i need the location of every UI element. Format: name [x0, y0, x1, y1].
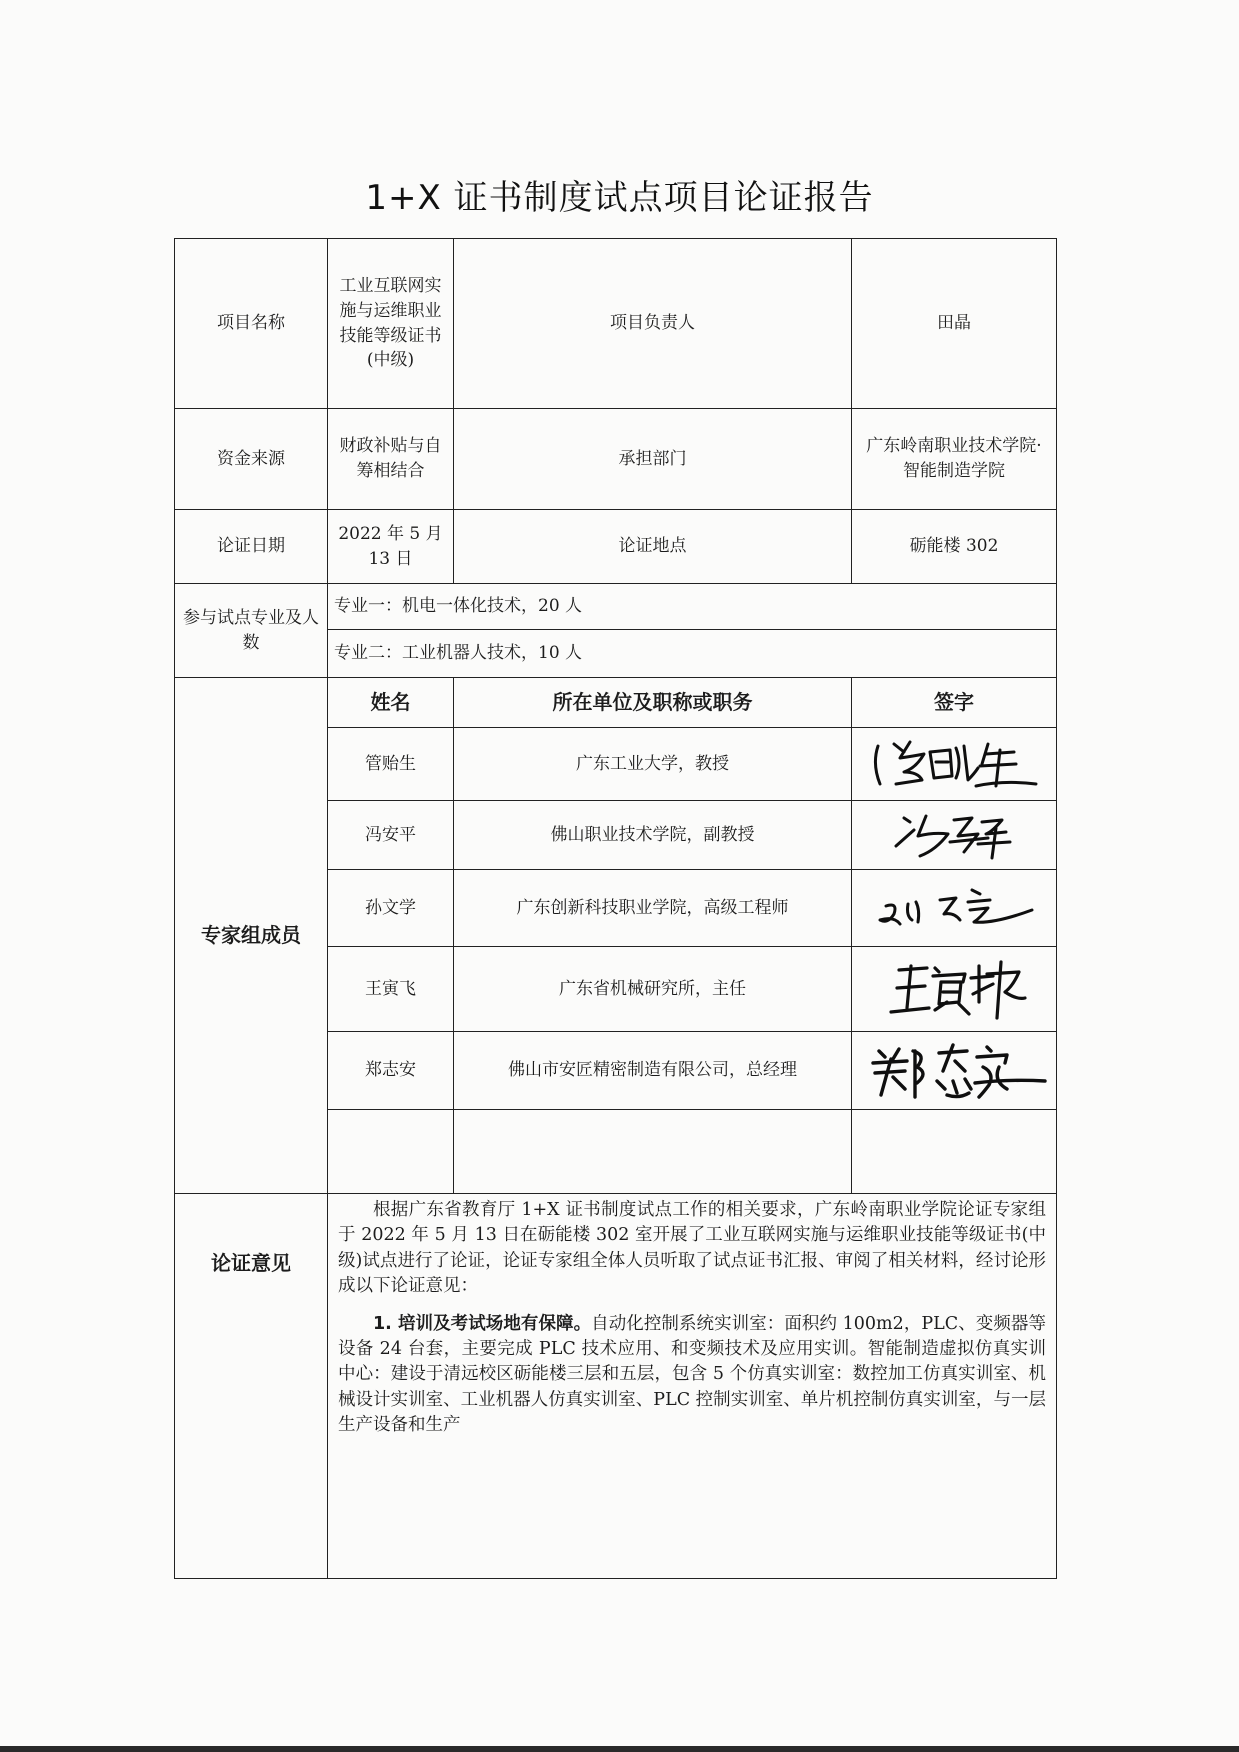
- empty-cell: [852, 1110, 1057, 1194]
- expert-name: 孙文学: [328, 870, 454, 947]
- point-1-title: 1. 培训及考试场地有保障。: [373, 1313, 592, 1334]
- funding-label: 资金来源: [175, 409, 328, 510]
- expert-unit: 广东工业大学，教授: [454, 728, 852, 801]
- major-2: 专业二：工业机器人技术，10 人: [328, 630, 1057, 678]
- scan-edge: [0, 1746, 1239, 1752]
- expert-unit: 广东省机械研究所，主任: [454, 947, 852, 1032]
- project-name-label: 项目名称: [175, 239, 328, 409]
- col-name-header: 姓名: [328, 678, 454, 728]
- place-label: 论证地点: [454, 510, 852, 584]
- col-unit-header: 所在单位及职称或职务: [454, 678, 852, 728]
- expert-unit: 广东创新科技职业学院，高级工程师: [454, 870, 852, 947]
- expert-name: 管贻生: [328, 728, 454, 801]
- row-project-name: [175, 239, 1057, 409]
- expert-unit: 佛山市安匠精密制造有限公司，总经理: [454, 1032, 852, 1110]
- row-funding: [175, 409, 1057, 510]
- signature-image: [874, 806, 1034, 864]
- project-name-value: 工业互联网实施与运维职业技能等级证书(中级): [328, 239, 454, 409]
- signature-cell: [852, 1032, 1057, 1110]
- date-label: 论证日期: [175, 510, 328, 584]
- report-table: [174, 238, 1057, 1579]
- dept-value: 广东岭南职业技术学院·智能制造学院: [852, 409, 1057, 510]
- major-1: 专业一：机电一体化技术，20 人: [328, 584, 1057, 630]
- funding-value: 财政补贴与自筹相结合: [328, 409, 454, 510]
- page-title: 1+X 证书制度试点项目论证报告: [365, 178, 874, 218]
- empty-cell: [454, 1110, 852, 1194]
- signature-image: [864, 880, 1044, 936]
- signature-image: [869, 952, 1039, 1026]
- signature-image: [859, 1037, 1049, 1105]
- empty-cell: [328, 1110, 454, 1194]
- signature-cell: [852, 728, 1057, 801]
- opinion-point-1: [338, 1312, 1046, 1439]
- experts-label: 专家组成员: [175, 678, 328, 1194]
- opinion-label: 论证意见: [175, 1194, 328, 1579]
- row-opinion: [175, 1194, 1057, 1579]
- leader-label: 项目负责人: [454, 239, 852, 409]
- date-value: 2022 年 5 月 13 日: [328, 510, 454, 584]
- signature-cell: [852, 947, 1057, 1032]
- row-date: [175, 510, 1057, 584]
- majors-label: 参与试点专业及人数: [175, 584, 328, 678]
- expert-unit: 佛山职业技术学院，副教授: [454, 801, 852, 870]
- signature-image: [864, 734, 1044, 794]
- expert-name: 王寅飞: [328, 947, 454, 1032]
- point-1-body: 自动化控制系统实训室：面积约 100m2，PLC、变频器等设备 24 台套，主要完成 PLC 技术应用、和变频技术及应用实训。智能制造虚拟仿真实训中心：建设于清远校区砺能楼三层和五层，包含 5 个仿真实训室：数控加工仿真实训室、机械设计实训室、工业机器人仿真实训室、PLC 控制实训室、单片机控制仿真实训室，与一层生产设备和生产: [338, 1313, 1046, 1435]
- dept-label: 承担部门: [454, 409, 852, 510]
- col-sign-header: 签字: [852, 678, 1057, 728]
- place-value: 砺能楼 302: [852, 510, 1057, 584]
- leader-value: 田晶: [852, 239, 1057, 409]
- signature-cell: [852, 801, 1057, 870]
- opinion-paragraph: 根据广东省教育厅 1+X 证书制度试点工作的相关要求，广东岭南职业学院论证专家组于 2022 年 5 月 13 日在砺能楼 302 室开展了工业互联网实施与运维职业技能等级证书(中级)试点进行了论证，论证专家组全体人员听取了试点证书汇报、审阅了相关材料，经讨论形成以下论证意见：: [338, 1200, 1046, 1297]
- opinion-text: [328, 1194, 1057, 1579]
- expert-name: 冯安平: [328, 801, 454, 870]
- row-major-1: [175, 584, 1057, 630]
- experts-header-row: [175, 678, 1057, 728]
- signature-cell: [852, 870, 1057, 947]
- expert-name: 郑志安: [328, 1032, 454, 1110]
